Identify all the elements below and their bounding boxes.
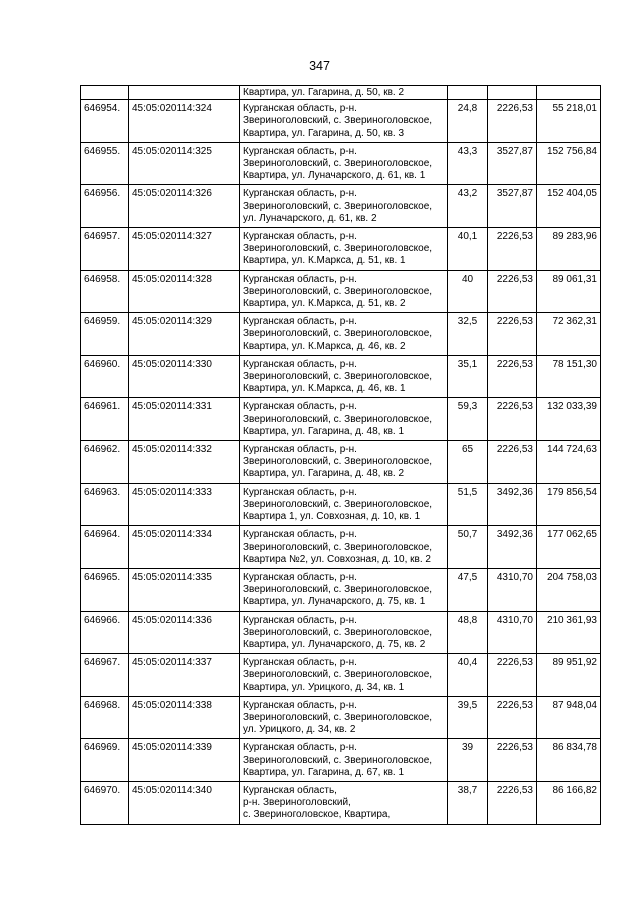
area-cell: 40,4: [448, 654, 488, 697]
row-number-cell: 646969.: [81, 739, 129, 782]
address-cell: [240, 398, 448, 441]
address-line: Курганская область, р-н.: [243, 571, 357, 583]
area-cell: 51,5: [448, 483, 488, 526]
table-row: [81, 355, 601, 398]
address-line: Курганская область, р-н.: [243, 657, 357, 669]
unit-price-cell: 2226,53: [488, 313, 537, 356]
cadastral-number-cell: 45:05:020114:333: [129, 483, 240, 526]
unit-price-cell: 2226,53: [488, 270, 537, 313]
unit-price-cell: 2226,53: [488, 100, 537, 143]
address-line: Курганская область, р-н.: [243, 444, 357, 456]
address-cell: [240, 313, 448, 356]
address-line: Курганская область, р-н.: [243, 273, 357, 285]
address-line: Звериноголовский, с. Звериноголовское,: [243, 243, 433, 255]
table-row: [81, 483, 601, 526]
address-line: Курганская область, р-н.: [243, 358, 357, 370]
table-row: [81, 185, 601, 228]
cadastral-number-cell: 45:05:020114:337: [129, 654, 240, 697]
table-row: [81, 228, 601, 271]
address-cell: [240, 654, 448, 697]
unit-price-cell: 2226,53: [488, 781, 537, 824]
address-cell: [240, 739, 448, 782]
table-row: [81, 270, 601, 313]
cadastral-value-cell: 72 362,31: [537, 313, 601, 356]
address-line: Звериноголовский, с. Звериноголовское,: [243, 115, 433, 127]
address-line: Курганская область,: [243, 784, 337, 796]
address-line: Курганская область, р-н.: [243, 529, 357, 541]
cadastral-value-cell: 152 756,84: [537, 142, 601, 185]
unit-price-cell: 2226,53: [488, 739, 537, 782]
table-row: [81, 739, 601, 782]
cadastral-number-cell: 45:05:020114:326: [129, 185, 240, 228]
cadastral-number-cell: 45:05:020114:332: [129, 441, 240, 484]
unit-price-cell: 4310,70: [488, 611, 537, 654]
cadastral-number-cell: 45:05:020114:327: [129, 228, 240, 271]
address-cell: [240, 611, 448, 654]
address-line: Звериноголовский, с. Звериноголовское,: [243, 711, 433, 723]
property-registry-table: [80, 85, 601, 825]
unit-price-cell: 3527,87: [488, 142, 537, 185]
address-line: Звериноголовский, с. Звериноголовское,: [243, 584, 433, 596]
address-line: Звериноголовский, с. Звериноголовское,: [243, 541, 433, 553]
address-line: Звериноголовский, с. Звериноголовское,: [243, 328, 433, 340]
area-cell: 43,3: [448, 142, 488, 185]
address-line: Квартира, ул. К.Маркса, д. 46, кв. 1: [243, 383, 406, 395]
unit-price-cell: 3527,87: [488, 185, 537, 228]
address-line: Курганская область, р-н.: [243, 188, 357, 200]
table-row: [81, 781, 601, 824]
cadastral-value-cell: 86 166,82: [537, 781, 601, 824]
row-number-cell: 646964.: [81, 526, 129, 569]
area-cell: 43,2: [448, 185, 488, 228]
address-line: Квартира, ул. Луначарского, д. 75, кв. 2: [243, 638, 426, 650]
address-line: Звериноголовский, с. Звериноголовское,: [243, 158, 433, 170]
row-number-cell: 646960.: [81, 355, 129, 398]
cadastral-number-cell: 45:05:020114:336: [129, 611, 240, 654]
address-line: Курганская область, р-н.: [243, 742, 357, 754]
table-row: [81, 696, 601, 739]
cadastral-value-cell: 210 361,93: [537, 611, 601, 654]
address-cell: [240, 483, 448, 526]
address-line: Звериноголовский, с. Звериноголовское,: [243, 498, 433, 510]
address-line: Звериноголовский, с. Звериноголовское,: [243, 626, 433, 638]
row-number-cell: 646967.: [81, 654, 129, 697]
address-cell: [240, 228, 448, 271]
area-cell: 32,5: [448, 313, 488, 356]
address-line: Курганская область, р-н.: [243, 103, 357, 115]
unit-price-cell: 2226,53: [488, 355, 537, 398]
address-line: Квартира №2, ул. Совхозная, д. 10, кв. 2: [243, 553, 431, 565]
cadastral-number-cell: 45:05:020114:325: [129, 142, 240, 185]
row-number-cell: 646968.: [81, 696, 129, 739]
area-cell: 48,8: [448, 611, 488, 654]
table-row: [81, 611, 601, 654]
unit-price-cell: 2226,53: [488, 696, 537, 739]
table-row: [81, 313, 601, 356]
cadastral-value-cell: 132 033,39: [537, 398, 601, 441]
address-line: Квартира, ул. К.Маркса, д. 46, кв. 2: [243, 340, 406, 352]
area-cell: 40: [448, 270, 488, 313]
row-number-cell: 646958.: [81, 270, 129, 313]
address-cell: [240, 781, 448, 824]
address-line: Курганская область, р-н.: [243, 699, 357, 711]
address-cell: [240, 441, 448, 484]
address-cell: [240, 355, 448, 398]
row-number-cell: 646970.: [81, 781, 129, 824]
address-cell: [240, 86, 448, 100]
address-line: Квартира, ул. Гагарина, д. 48, кв. 1: [243, 425, 405, 437]
address-line: Звериноголовский, с. Звериноголовское,: [243, 669, 433, 681]
table-row: [81, 100, 601, 143]
address-line: Звериноголовский, с. Звериноголовское,: [243, 754, 433, 766]
table-row: [81, 526, 601, 569]
cadastral-value-cell: 87 948,04: [537, 696, 601, 739]
address-line: Звериноголовский, с. Звериноголовское,: [243, 200, 433, 212]
address-line: Квартира 1, ул. Совхозная, д. 10, кв. 1: [243, 511, 421, 523]
address-line: с. Звериноголовское, Квартира,: [243, 809, 391, 821]
address-line: Квартира, ул. Гагарина, д. 50, кв. 2: [243, 87, 405, 98]
row-number-cell: 646954.: [81, 100, 129, 143]
cadastral-value-cell: 204 758,03: [537, 568, 601, 611]
address-line: Квартира, ул. Гагарина, д. 67, кв. 1: [243, 766, 405, 778]
row-number-cell: 646965.: [81, 568, 129, 611]
cadastral-number-cell: 45:05:020114:338: [129, 696, 240, 739]
address-line: Квартира, ул. К.Маркса, д. 51, кв. 1: [243, 255, 406, 267]
row-number-cell: 646959.: [81, 313, 129, 356]
row-number-cell: 646957.: [81, 228, 129, 271]
area-cell: 47,5: [448, 568, 488, 611]
cadastral-number-cell: 45:05:020114:328: [129, 270, 240, 313]
row-number-cell: 646966.: [81, 611, 129, 654]
area-cell: 65: [448, 441, 488, 484]
cadastral-number-cell: 45:05:020114:330: [129, 355, 240, 398]
cadastral-value-cell: 55 218,01: [537, 100, 601, 143]
table-row-continued: [81, 86, 601, 100]
address-line: Курганская область, р-н.: [243, 145, 357, 157]
unit-price-cell: [488, 86, 537, 100]
cadastral-value-cell: 78 151,30: [537, 355, 601, 398]
area-cell: 38,7: [448, 781, 488, 824]
area-cell: 40,1: [448, 228, 488, 271]
area-cell: 35,1: [448, 355, 488, 398]
address-line: ул. Урицкого, д. 34, кв. 2: [243, 724, 356, 736]
address-line: ул. Луначарского, д. 61, кв. 2: [243, 212, 377, 224]
address-cell: [240, 526, 448, 569]
address-line: Звериноголовский, с. Звериноголовское,: [243, 285, 433, 297]
cadastral-number-cell: 45:05:020114:324: [129, 100, 240, 143]
address-line: Квартира, ул. Гагарина, д. 48, кв. 2: [243, 468, 405, 480]
cadastral-number-cell: 45:05:020114:331: [129, 398, 240, 441]
area-cell: 59,3: [448, 398, 488, 441]
cadastral-value-cell: 89 061,31: [537, 270, 601, 313]
table-row: [81, 568, 601, 611]
unit-price-cell: 2226,53: [488, 654, 537, 697]
area-cell: 39: [448, 739, 488, 782]
row-number-cell: 646962.: [81, 441, 129, 484]
address-line: Звериноголовский, с. Звериноголовское,: [243, 413, 433, 425]
row-number-cell: 646956.: [81, 185, 129, 228]
address-line: Квартира, ул. Луначарского, д. 61, кв. 1: [243, 170, 426, 182]
table-row: [81, 398, 601, 441]
area-cell: 24,8: [448, 100, 488, 143]
address-line: Курганская область, р-н.: [243, 231, 357, 243]
table-row: [81, 142, 601, 185]
address-cell: [240, 142, 448, 185]
cadastral-value-cell: 86 834,78: [537, 739, 601, 782]
unit-price-cell: 2226,53: [488, 228, 537, 271]
table-row: [81, 441, 601, 484]
cadastral-number-cell: 45:05:020114:329: [129, 313, 240, 356]
table-body: [81, 86, 601, 825]
address-cell: [240, 696, 448, 739]
row-number-cell: [81, 86, 129, 100]
address-line: р-н. Звериноголовский,: [243, 797, 351, 809]
page-number: 347: [309, 59, 330, 73]
cadastral-value-cell: 179 856,54: [537, 483, 601, 526]
address-cell: [240, 568, 448, 611]
address-line: Курганская область, р-н.: [243, 614, 357, 626]
address-cell: [240, 100, 448, 143]
cadastral-value-cell: 144 724,63: [537, 441, 601, 484]
address-line: Квартира, ул. Гагарина, д. 50, кв. 3: [243, 127, 405, 139]
address-line: Квартира, ул. Урицкого, д. 34, кв. 1: [243, 681, 405, 693]
cadastral-number-cell: [129, 86, 240, 100]
cadastral-value-cell: 152 404,05: [537, 185, 601, 228]
cadastral-value-cell: 177 062,65: [537, 526, 601, 569]
unit-price-cell: 3492,36: [488, 526, 537, 569]
address-line: Звериноголовский, с. Звериноголовское,: [243, 371, 433, 383]
address-cell: [240, 185, 448, 228]
cadastral-value-cell: 89 283,96: [537, 228, 601, 271]
address-line: Квартира, ул. Луначарского, д. 75, кв. 1: [243, 596, 426, 608]
address-line: Курганская область, р-н.: [243, 401, 357, 413]
row-number-cell: 646963.: [81, 483, 129, 526]
address-line: Квартира, ул. К.Маркса, д. 51, кв. 2: [243, 298, 406, 310]
area-cell: 50,7: [448, 526, 488, 569]
table-row: [81, 654, 601, 697]
unit-price-cell: 3492,36: [488, 483, 537, 526]
unit-price-cell: 4310,70: [488, 568, 537, 611]
cadastral-value-cell: 89 951,92: [537, 654, 601, 697]
cadastral-value-cell: [537, 86, 601, 100]
address-line: Курганская область, р-н.: [243, 486, 357, 498]
row-number-cell: 646955.: [81, 142, 129, 185]
unit-price-cell: 2226,53: [488, 441, 537, 484]
address-line: Курганская область, р-н.: [243, 316, 357, 328]
unit-price-cell: 2226,53: [488, 398, 537, 441]
cadastral-number-cell: 45:05:020114:339: [129, 739, 240, 782]
row-number-cell: 646961.: [81, 398, 129, 441]
cadastral-number-cell: 45:05:020114:335: [129, 568, 240, 611]
area-cell: 39,5: [448, 696, 488, 739]
cadastral-number-cell: 45:05:020114:334: [129, 526, 240, 569]
address-line: Звериноголовский, с. Звериноголовское,: [243, 456, 433, 468]
address-cell: [240, 270, 448, 313]
area-cell: [448, 86, 488, 100]
cadastral-number-cell: 45:05:020114:340: [129, 781, 240, 824]
